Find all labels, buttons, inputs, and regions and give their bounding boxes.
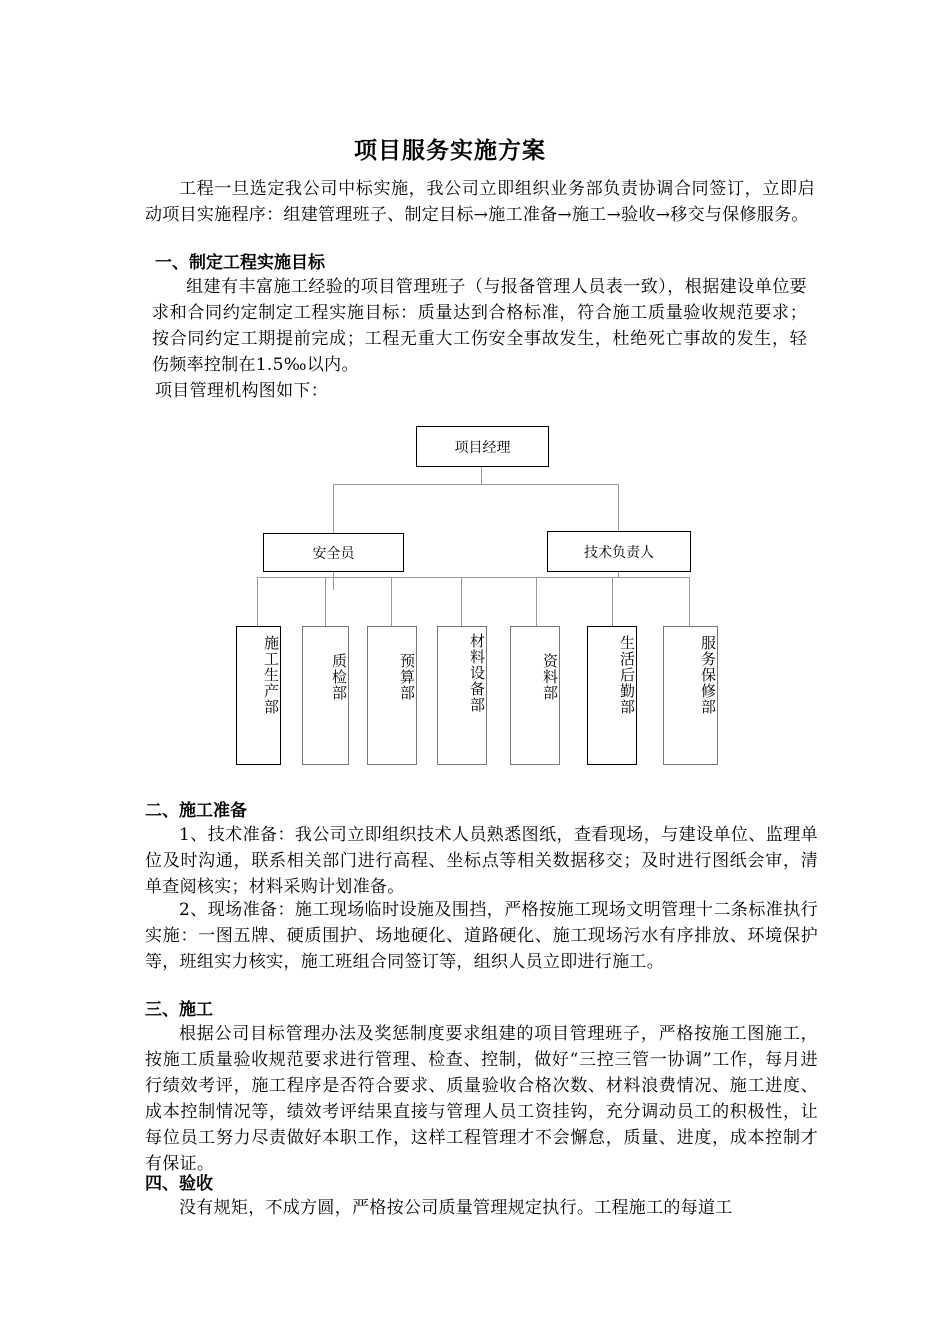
section-2-heading: 二、施工准备 — [145, 801, 247, 821]
dept-box-quality-inspection — [302, 626, 349, 765]
connector-level2-right — [618, 484, 619, 535]
section-3-body: 根据公司目标管理办法及奖惩制度要求组建的项目管理班子，严格按施工图施工，按施工质量验收规范要求进行管理、检查、控制，做好“三控三管一协调”工作，每月进行绩效考评，施工程序是否符合要求、质量验收合格次数、材料浪费情况、施工进度、成本控制情况等，绩效考评结果直接与管理人员工资挂钩，充分调动员工的积极性，让每位员工努力尽责做好本职工作，这样工程管理才不会懈怠，质量、进度，成本控制才有保证。 — [145, 1024, 818, 1174]
connector-dept-1 — [257, 577, 258, 626]
dept-box-construction-production — [236, 626, 281, 765]
dept-box-service-warranty — [663, 626, 718, 765]
connector-level2-left — [333, 484, 334, 535]
connector-dept-6 — [612, 577, 613, 626]
connector-dept-2 — [325, 577, 326, 626]
org-box-technical-lead: 技术负责人 — [547, 531, 691, 572]
org-chart-intro: 项目管理机构图如下： — [155, 381, 328, 401]
dept-label: 服务保修部 — [699, 635, 717, 715]
dept-label: 生活后勤部 — [618, 635, 636, 715]
org-box-project-manager: 项目经理 — [416, 426, 549, 467]
intro-paragraph: 工程一旦选定我公司中标实施，我公司立即组织业务部负责协调合同签订，立即启动项目实施程序：组建管理班子、制定目标→施工准备→施工→验收→移交与保修服务。 — [145, 179, 815, 225]
org-box-safety-officer: 安全员 — [263, 533, 404, 572]
dept-label: 施工生产部 — [262, 635, 280, 715]
section-4-body: 没有规矩，不成方圆，严格按公司质量管理规定执行。工程施工的每道工 — [179, 1198, 733, 1218]
connector-dept-7 — [689, 577, 690, 626]
connector-safety-down — [333, 571, 334, 590]
connector-dept-horizontal — [257, 577, 689, 578]
connector-dept-5 — [536, 577, 537, 626]
section-4-heading: 四、验收 — [145, 1174, 213, 1194]
section-1-heading: 一、制定工程实施目标 — [155, 253, 325, 273]
connector-top-vertical — [481, 466, 482, 484]
dept-label: 质检部 — [330, 653, 348, 701]
section-1-body: 组建有丰富施工经验的项目管理班子（与报备管理人员表一致），根据建设单位要求和合同约定制定工程实施目标：质量达到合格标准，符合施工质量验收规范要求；按合同约定工期提前完成；工程无重大工伤安全事故发生，杜绝死亡事故的发生，轻伤频率控制在1.5‰以内。 — [152, 277, 807, 375]
connector-level2-horizontal — [333, 484, 619, 485]
connector-dept-3 — [391, 577, 392, 626]
dept-box-budget — [367, 626, 417, 765]
page-title: 项目服务实施方案 — [354, 138, 546, 164]
dept-label: 预算部 — [398, 653, 416, 701]
connector-dept-4 — [461, 577, 462, 626]
section-3-heading: 三、施工 — [145, 1000, 213, 1020]
dept-label: 材料设备部 — [468, 633, 486, 713]
section-2-item-1: 1、技术准备：我公司立即组织技术人员熟悉图纸，查看现场，与建设单位、监理单位及时沟通，联系相关部门进行高程、坐标点等相关数据移交；及时进行图纸会审，清单查阅核实；材料采购计划准备。 — [145, 825, 818, 897]
section-2-item-2: 2、现场准备：施工现场临时设施及围挡，严格按施工现场文明管理十二条标准执行实施：一图五牌、硬质围护、场地硬化、道路硬化、施工现场污水有序排放、环境保护等，班组实力核实，施工班组合同签订等，组织人员立即进行施工。 — [145, 900, 818, 972]
dept-box-logistics — [587, 626, 637, 765]
dept-box-documentation — [510, 626, 560, 765]
dept-label: 资料部 — [541, 653, 559, 701]
dept-box-materials-equipment — [437, 626, 487, 765]
